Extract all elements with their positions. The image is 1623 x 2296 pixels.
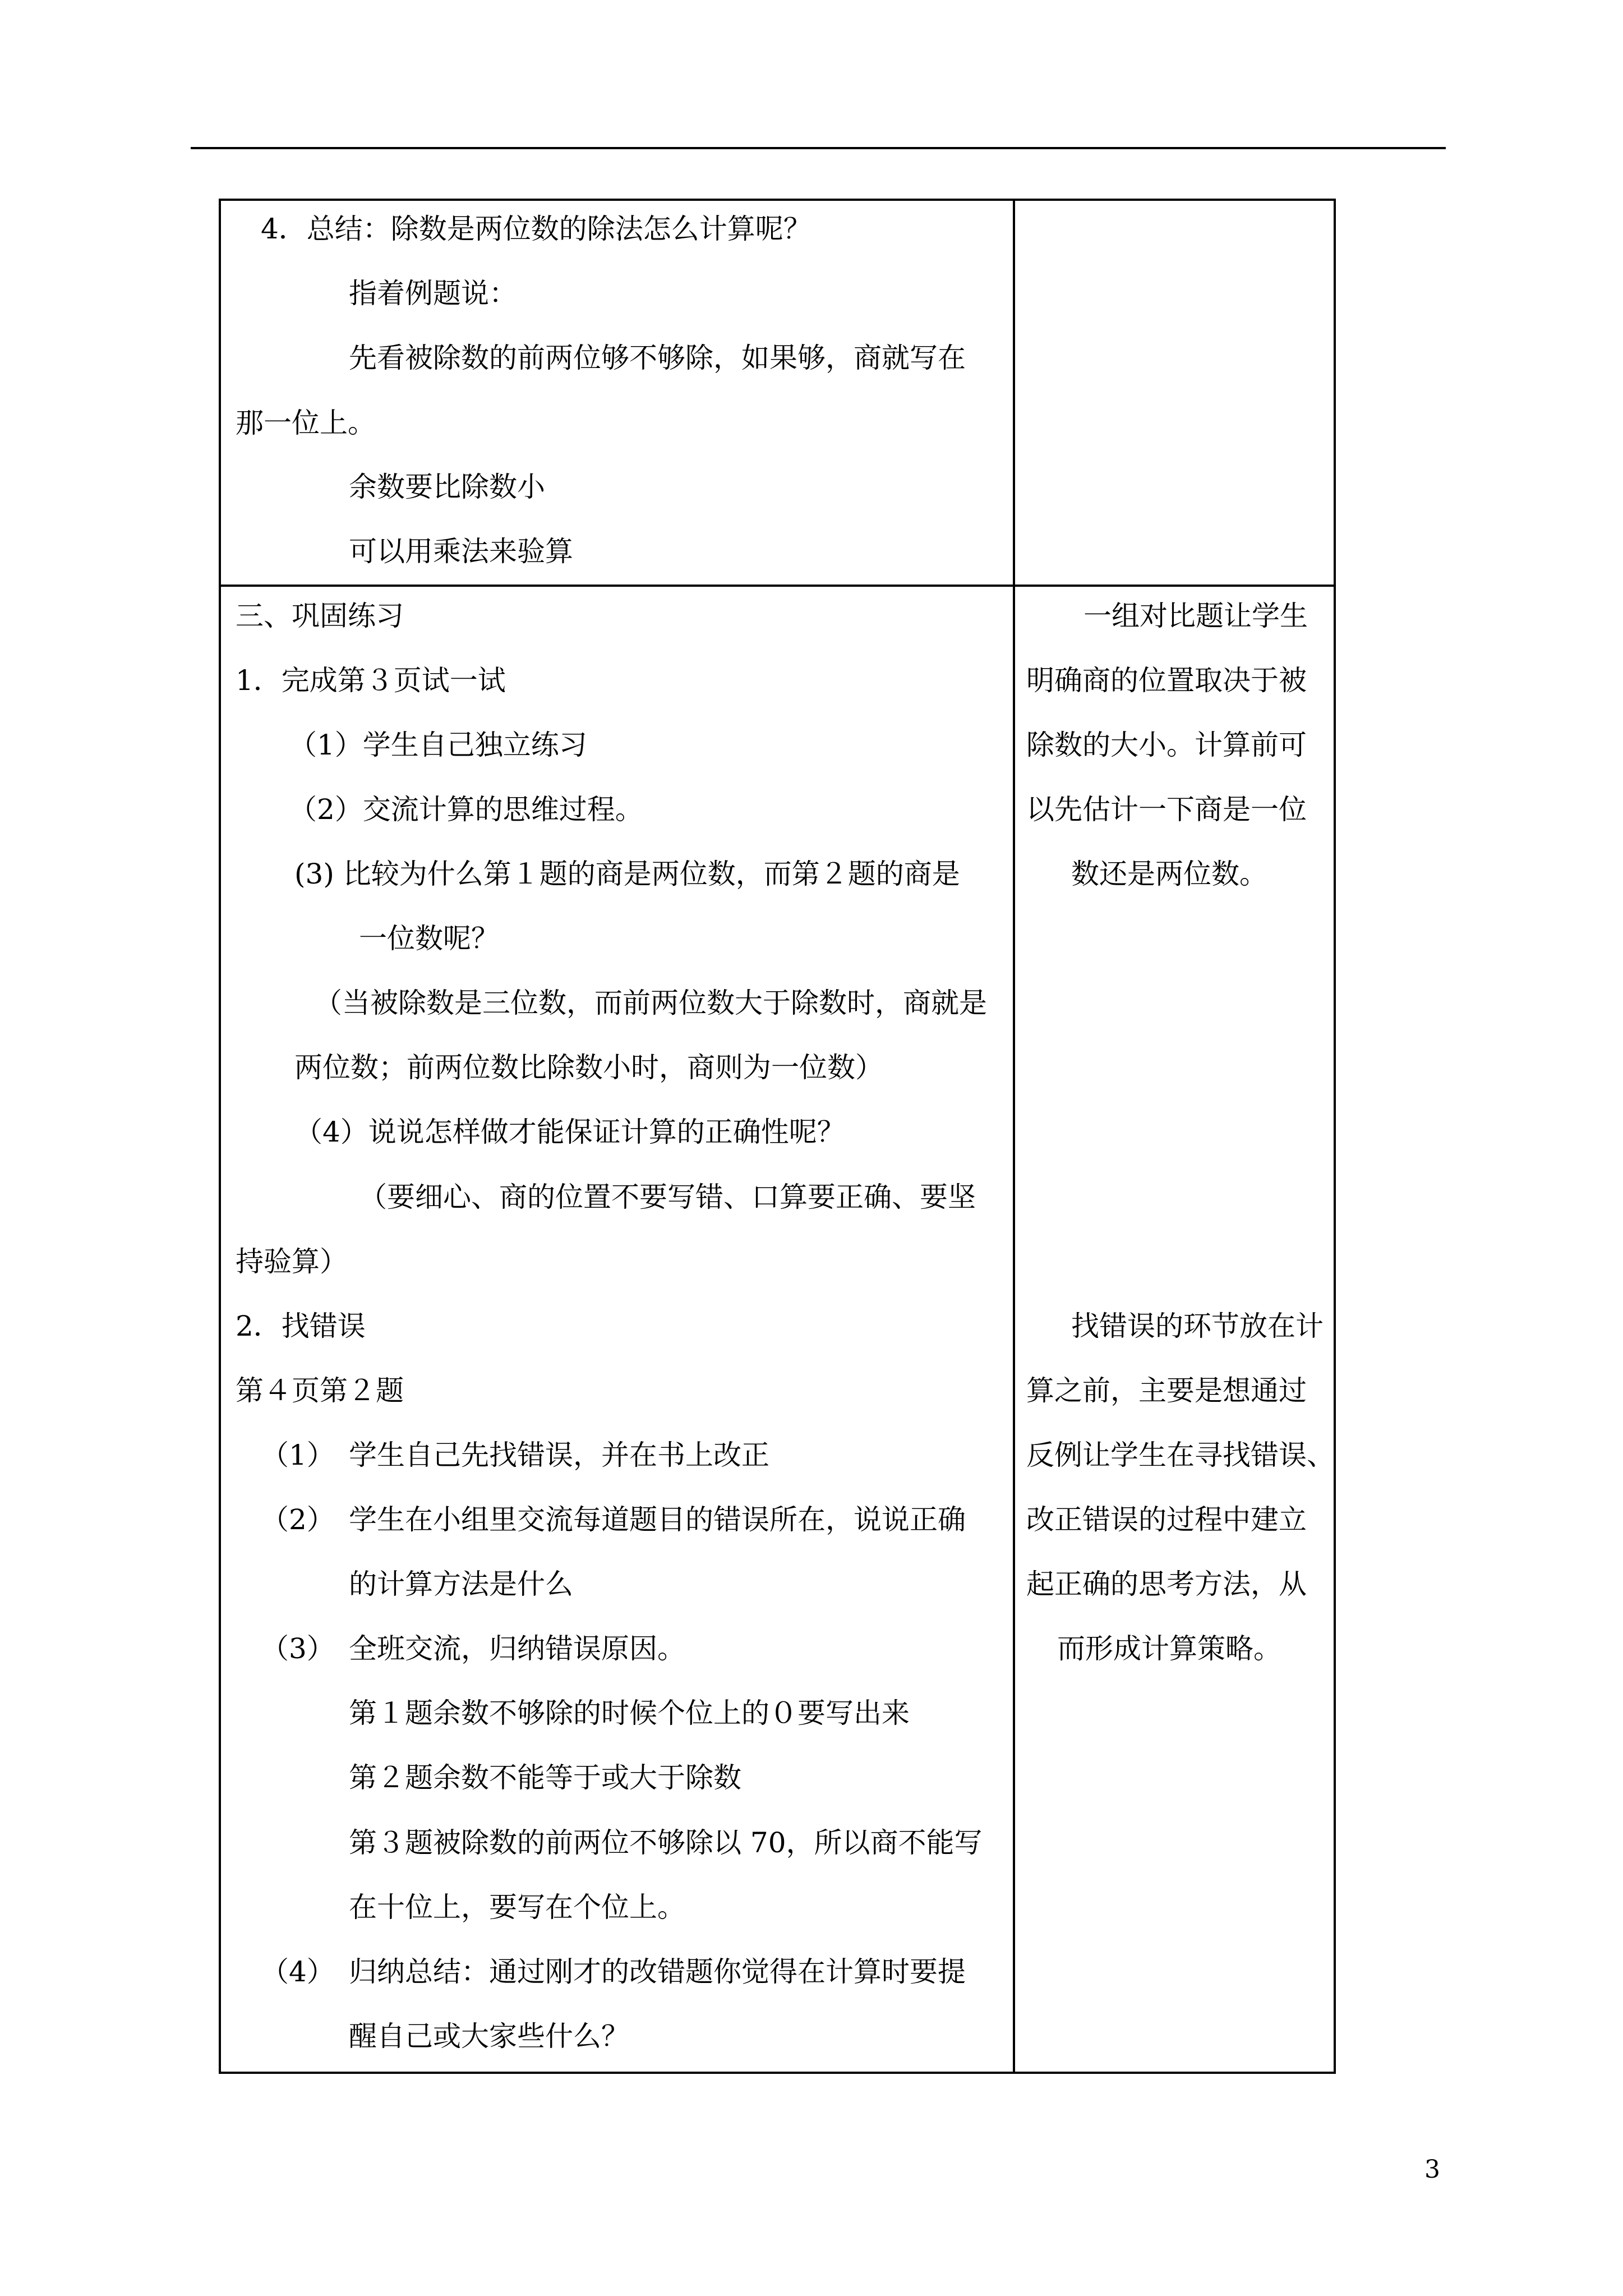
note-line: 数还是两位数。	[1071, 858, 1267, 890]
exercise-line: （1）学生自己独立练习	[289, 729, 587, 761]
exercise-line: （4）说说怎样做才能保证计算的正确性呢？	[294, 1116, 845, 1148]
summary-line: 先看被除数的前两位够不够除，如果够，商就写在	[349, 342, 966, 374]
exercise-line: （当被除数是三位数，而前两位数大于除数时，商就是	[314, 987, 987, 1019]
note-line: 改正错误的过程中建立	[1026, 1503, 1307, 1536]
summary-line: 可以用乘法来验算	[349, 535, 573, 568]
note-line: 反例让学生在寻找错误、	[1026, 1439, 1335, 1471]
find-errors-line: 归纳总结：通过刚才的改错题你觉得在计算时要提	[349, 1955, 966, 1988]
summary-line: 余数要比除数小	[349, 471, 545, 503]
exercise-line: (3) 比较为什么第１题的商是两位数，而第２题的商是	[294, 858, 960, 890]
exercise-line: 一位数呢？	[359, 922, 499, 955]
exercise-heading: 1．完成第３页试一试	[236, 664, 506, 697]
item-number: （1）	[261, 1439, 335, 1471]
find-errors-heading: 2．找错误	[236, 1310, 366, 1342]
find-errors-line: 第４页第２题	[236, 1374, 404, 1407]
note-line: 起正确的思考方法，从	[1026, 1568, 1307, 1600]
page-number: 3	[1424, 2155, 1440, 2184]
summary-heading: 4．总结：除数是两位数的除法怎么计算呢？	[261, 213, 811, 245]
item-number: （3）	[261, 1632, 335, 1665]
find-errors-line: 全班交流，归纳错误原因。	[349, 1632, 685, 1665]
note-line: 以先估计一下商是一位	[1026, 793, 1307, 826]
item-number: （4）	[261, 1955, 335, 1988]
note-line: 算之前，主要是想通过	[1026, 1374, 1307, 1407]
find-errors-line: 醒自己或大家些什么？	[349, 2020, 629, 2053]
exercise-line: 两位数；前两位数比除数小时，商则为一位数）	[294, 1051, 883, 1084]
note-line: 而形成计算策略。	[1057, 1632, 1281, 1665]
find-errors-line: 第１题余数不够除的时候个位上的０要写出来	[349, 1697, 910, 1729]
item-number: （2）	[261, 1503, 335, 1536]
note-line: 明确商的位置取决于被	[1026, 664, 1307, 697]
exercise-line: （要细心、商的位置不要写错、口算要正确、要坚	[359, 1181, 976, 1213]
note-line: 除数的大小。计算前可	[1026, 729, 1307, 761]
column-divider	[1013, 199, 1015, 2074]
note-line: 一组对比题让学生	[1083, 600, 1308, 632]
find-errors-line: 第３题被除数的前两位不够除以 70，所以商不能写	[349, 1826, 983, 1859]
exercise-line: 持验算）	[236, 1245, 348, 1278]
header-rule	[191, 147, 1446, 149]
section-heading: 三、巩固练习	[236, 600, 404, 632]
find-errors-line: 的计算方法是什么	[349, 1568, 573, 1600]
summary-line: 那一位上。	[236, 407, 376, 439]
find-errors-line: 在十位上，要写在个位上。	[349, 1891, 685, 1924]
note-line: 找错误的环节放在计	[1071, 1310, 1324, 1342]
find-errors-line: 第２题余数不能等于或大于除数	[349, 1761, 741, 1794]
find-errors-line: 学生自己先找错误，并在书上改正	[349, 1439, 769, 1471]
exercise-line: （2）交流计算的思维过程。	[289, 793, 643, 826]
find-errors-line: 学生在小组里交流每道题目的错误所在，说说正确	[349, 1503, 966, 1536]
summary-line: 指着例题说：	[349, 277, 517, 310]
row-divider	[219, 585, 1336, 587]
